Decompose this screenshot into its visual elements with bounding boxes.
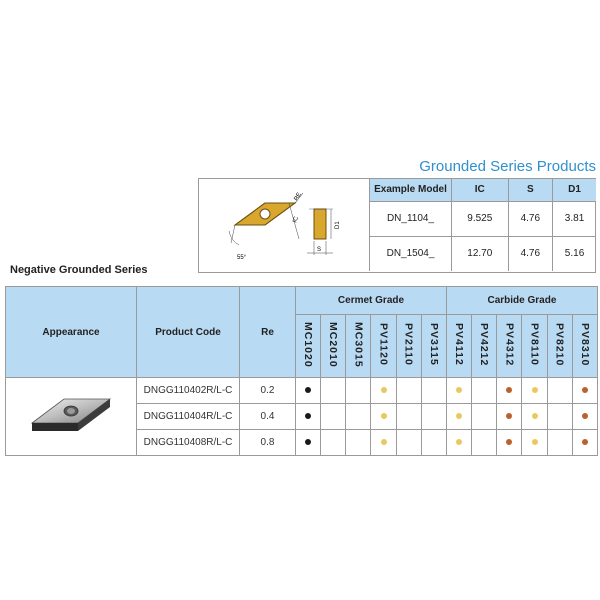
grade-cell (472, 430, 497, 456)
grade-label: PV4112 (453, 323, 466, 366)
grade-cell (296, 404, 321, 430)
spec-box (198, 178, 596, 273)
grade-label: PV4212 (478, 322, 491, 367)
availability-dot-gold (532, 439, 538, 445)
grade-cell (446, 430, 471, 456)
grade-cell (321, 404, 346, 430)
header-appearance: Appearance (6, 287, 137, 378)
label-re: RE (293, 191, 303, 202)
spec-header-ic: IC (452, 179, 509, 201)
grade-cell (371, 430, 396, 456)
grade-label: PV8110 (528, 323, 541, 366)
grade-header-pv4312 (497, 315, 522, 378)
availability-dot-black (305, 439, 311, 445)
spec-cell: 12.70 (452, 236, 509, 271)
insert-hole-icon (260, 209, 270, 219)
grade-header-pv3115 (421, 315, 446, 378)
grade-label: MC3015 (352, 321, 365, 368)
spec-cell: 4.76 (508, 201, 552, 236)
grade-cell (396, 404, 421, 430)
grade-cell (421, 404, 446, 430)
grade-cell (547, 378, 572, 404)
grade-label: PV8210 (553, 322, 566, 367)
grade-cell (321, 430, 346, 456)
grade-cell (497, 378, 522, 404)
product-code: DNGG110408R/L-C (137, 430, 240, 456)
grade-cell (296, 430, 321, 456)
spec-header-model: Example Model (370, 179, 452, 201)
grade-cell (421, 430, 446, 456)
label-ic: IC (292, 215, 300, 224)
availability-dot-brown (506, 387, 512, 393)
availability-dot-gold (456, 439, 462, 445)
grade-cell (346, 430, 371, 456)
grade-cell (572, 404, 597, 430)
table-row (6, 378, 598, 404)
availability-dot-gold (456, 387, 462, 393)
grade-header-mc1020 (296, 315, 321, 378)
grade-header-pv4112 (446, 315, 471, 378)
grade-cell (572, 430, 597, 456)
grade-cell (472, 404, 497, 430)
spec-cell: DN_1504_ (370, 236, 452, 271)
grade-header-mc2010 (321, 315, 346, 378)
grade-label: PV2110 (402, 323, 415, 366)
availability-dot-brown (582, 439, 588, 445)
grade-cell (497, 404, 522, 430)
grade-cell (472, 378, 497, 404)
appearance-cell (6, 378, 137, 456)
section-title: Negative Grounded Series (10, 264, 148, 276)
grade-header-pv8210 (547, 315, 572, 378)
availability-dot-gold (532, 413, 538, 419)
grade-cell (321, 378, 346, 404)
availability-dot-black (305, 387, 311, 393)
grade-cell (371, 404, 396, 430)
grade-cell (396, 430, 421, 456)
re-value: 0.8 (240, 430, 296, 456)
grade-cell (296, 378, 321, 404)
availability-dot-brown (506, 413, 512, 419)
series-title: Grounded Series Products (419, 158, 596, 175)
availability-dot-brown (582, 413, 588, 419)
spec-cell: 4.76 (508, 236, 552, 271)
availability-dot-gold (381, 387, 387, 393)
label-s: S (317, 247, 322, 253)
grade-cell (346, 404, 371, 430)
insert-photo-icon (26, 385, 116, 445)
label-angle: 55° (237, 255, 247, 261)
product-code: DNGG110404R/L-C (137, 404, 240, 430)
label-d1: D1 (335, 221, 341, 229)
availability-dot-gold (532, 387, 538, 393)
grade-header-pv8110 (522, 315, 547, 378)
grade-header-pv8310 (572, 315, 597, 378)
availability-dot-black (305, 413, 311, 419)
spec-header-d1: D1 (553, 179, 596, 201)
grade-header-mc3015 (346, 315, 371, 378)
spec-cell: DN_1104_ (370, 201, 452, 236)
grade-label: PV3115 (427, 323, 440, 366)
spec-cell: 5.16 (553, 236, 596, 271)
grade-cell (497, 430, 522, 456)
grade-cell (572, 378, 597, 404)
product-code: DNGG110402R/L-C (137, 378, 240, 404)
spec-table (369, 179, 596, 271)
re-value: 0.4 (240, 404, 296, 430)
re-value: 0.2 (240, 378, 296, 404)
availability-dot-brown (582, 387, 588, 393)
grade-label: PV8310 (578, 322, 591, 367)
grade-cell (446, 378, 471, 404)
grade-cell (446, 404, 471, 430)
spec-header-s: S (508, 179, 552, 201)
product-table (5, 286, 598, 456)
availability-dot-gold (381, 439, 387, 445)
grade-cell (547, 430, 572, 456)
header-carbide-grade: Carbide Grade (446, 287, 597, 315)
availability-dot-gold (456, 413, 462, 419)
grade-label: PV4312 (503, 322, 516, 367)
header-re: Re (240, 287, 296, 378)
header-cermet-grade: Cermet Grade (296, 287, 447, 315)
grade-cell (346, 378, 371, 404)
grade-label: MC1020 (302, 321, 315, 368)
insert-diagram (199, 179, 369, 272)
grade-label: MC2010 (327, 321, 340, 368)
availability-dot-brown (506, 439, 512, 445)
grade-cell (547, 404, 572, 430)
grade-header-pv1120 (371, 315, 396, 378)
grade-cell (421, 378, 446, 404)
grade-cell (522, 430, 547, 456)
grade-header-pv2110 (396, 315, 421, 378)
spec-cell: 9.525 (452, 201, 509, 236)
spec-cell: 3.81 (553, 201, 596, 236)
grade-cell (522, 404, 547, 430)
grade-cell (522, 378, 547, 404)
grade-label: PV1120 (377, 323, 390, 366)
grade-cell (371, 378, 396, 404)
spec-row (370, 236, 597, 271)
spec-row (370, 201, 597, 236)
insert-side-view-icon (314, 209, 326, 239)
header-product-code: Product Code (137, 287, 240, 378)
availability-dot-gold (381, 413, 387, 419)
grade-cell (396, 378, 421, 404)
grade-header-pv4212 (472, 315, 497, 378)
